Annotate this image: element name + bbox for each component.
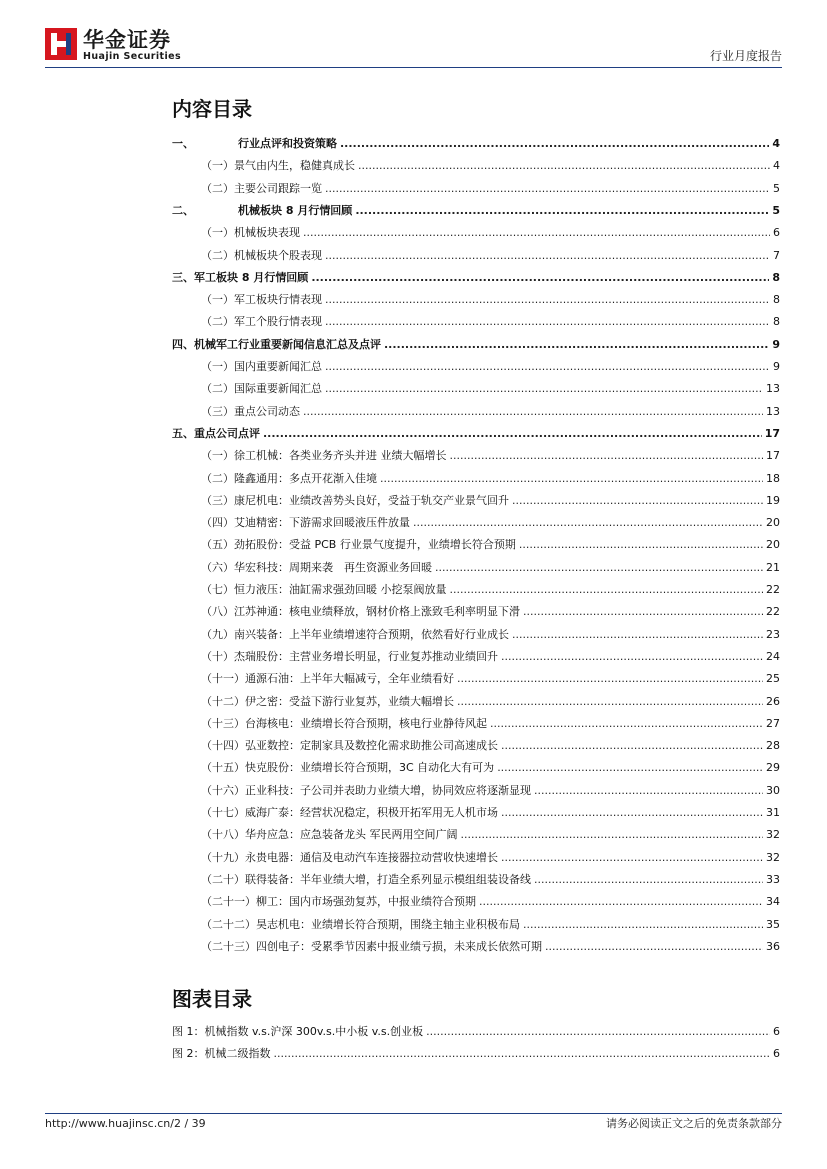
toc-dot-leader [479, 891, 763, 913]
toc-entry-title: 南兴装备：上半年业绩增速符合预期，依然看好行业成长 [234, 627, 509, 641]
toc-entry-title: 机械板块 8 月行情回顾 [238, 203, 353, 217]
toc-section-entry[interactable] [172, 468, 780, 490]
toc-entry-number: （二十一） [201, 895, 256, 909]
toc-section-entry[interactable] [172, 914, 780, 936]
toc-entry-title: 隆鑫通用：多点开花渐入佳境 [234, 471, 377, 485]
toc-dot-leader [501, 802, 763, 824]
toc-entry-number: （十七） [201, 806, 245, 819]
toc-entry-title: 柳工：国内市场强劲复苏，中报业绩符合预期 [256, 895, 476, 909]
toc-dot-leader [340, 133, 769, 155]
toc-entry-title: 康尼机电：业绩改善势头良好，受益于轨交产业景气回升 [234, 493, 509, 507]
toc-entry-title: 徐工机械：各类业务齐头并进 业绩大幅增长 [234, 449, 447, 463]
toc-entry-page: 32 [766, 850, 780, 864]
toc-entry-page: 13 [766, 404, 780, 418]
toc-entry-number: （一） [201, 159, 234, 173]
toc-entry-title: 主要公司跟踪一览 [234, 181, 322, 195]
figure-entry[interactable] [172, 1043, 780, 1065]
toc-section-entry[interactable] [172, 155, 780, 177]
toc-entry-page: 9 [773, 360, 780, 373]
toc-chapter-entry[interactable] [172, 200, 780, 222]
toc-dot-leader [358, 155, 770, 177]
toc-section-entry[interactable] [172, 601, 780, 623]
toc-entry-page: 22 [766, 583, 780, 596]
toc-entry-title: 台海核电：业绩增长符合预期，核电行业静待风起 [245, 716, 487, 730]
toc-dot-leader [501, 735, 763, 757]
toc-entry-number: （四） [201, 516, 234, 530]
toc-dot-leader [435, 557, 763, 579]
toc-entry-title: 国际重要新闻汇总 [234, 382, 322, 396]
toc-entry-page: 17 [766, 449, 780, 463]
toc-dot-leader [450, 579, 764, 601]
toc-dot-leader [512, 490, 763, 512]
page-header [45, 26, 782, 66]
toc-entry-page: 26 [766, 694, 780, 708]
toc-entry-title: 军工个股行情表现 [234, 315, 322, 329]
toc-dot-leader [311, 267, 769, 289]
toc-entry-title: 华舟应急：应急装备龙头 军民两用空间广阔 [245, 828, 458, 842]
toc-dot-leader [519, 534, 763, 556]
toc-entry-page: 34 [766, 895, 780, 909]
toc-entry-page: 4 [772, 137, 780, 150]
toc-dot-leader [457, 668, 763, 690]
toc-entry-page: 27 [766, 716, 780, 730]
toc-entry-page: 4 [773, 159, 780, 173]
toc-entry-number: （二） [201, 181, 234, 195]
toc-entry-page: 28 [766, 739, 780, 753]
toc-entry-page: 24 [766, 649, 780, 663]
toc-dot-leader [461, 824, 764, 846]
toc-entry-title: 军工板块 8 月行情回顾 [194, 270, 309, 284]
toc-entry-number: （十） [201, 649, 234, 663]
toc-entry-page: 20 [766, 516, 780, 530]
toc-section-entry[interactable] [172, 735, 780, 757]
toc-entry-page: 8 [772, 270, 780, 284]
toc-entry-page: 5 [773, 181, 780, 195]
toc-entry-title: 昊志机电：业绩增长符合预期，围绕主轴主业积极布局 [256, 917, 520, 931]
toc-entry-title: 景气由内生，稳健真成长 [234, 159, 355, 173]
toc-entry-number: （二） [201, 248, 234, 262]
toc-entry-title: 重点公司点评 [194, 426, 260, 440]
toc-section-entry[interactable] [172, 780, 780, 802]
toc-dot-leader [384, 334, 769, 356]
toc-section-entry[interactable] [172, 579, 780, 601]
toc-dot-leader [355, 200, 769, 222]
toc-entry-number: （十五） [201, 761, 245, 775]
figure-dot-leader [274, 1043, 771, 1065]
toc-entry-number: （二） [201, 471, 234, 485]
toc-section-entry[interactable] [172, 668, 780, 690]
toc-entry-number: （一） [201, 226, 234, 240]
figure-entry-title: 图 1：机械指数 v.s.沪深 300v.s.中小板 v.s.创业板 [172, 1025, 424, 1038]
toc-dot-leader [512, 624, 763, 646]
toc-entry-title: 杰瑞股份：主营业务增长明显，行业复苏推动业绩回升 [234, 649, 498, 663]
figure-entry-page: 6 [773, 1025, 780, 1038]
toc-entry-title: 江苏神通：核电业绩释放，钢材价格上涨致毛利率明显下滑 [234, 605, 520, 619]
toc-section-entry[interactable] [172, 802, 780, 824]
toc-entry-number: （十四） [201, 739, 245, 753]
toc-entry-title: 永贵电器：通信及电动汽车连接器拉动营收快速增长 [245, 850, 498, 864]
toc-section-entry[interactable] [172, 178, 780, 200]
toc-dot-leader [263, 423, 762, 445]
company-name-en: Huajin Securities [83, 51, 182, 62]
toc-section-entry[interactable] [172, 512, 780, 534]
toc-dot-leader [325, 378, 763, 400]
toc-section-entry[interactable] [172, 891, 780, 913]
toc-entry-title: 军工板块行情表现 [234, 293, 322, 307]
toc-section-entry[interactable] [172, 401, 780, 423]
toc-entry-title: 通源石油：上半年大幅减亏，全年业绩看好 [245, 672, 454, 686]
toc-entry-number: （二十） [201, 872, 245, 886]
toc-entry-title: 联得装备：半年业绩大增，打造全系列显示模组组装设备线 [245, 872, 531, 886]
toc-dot-leader [325, 178, 770, 200]
toc-entry-title: 劲拓股份：受益 PCB 行业景气度提升，业绩增长符合预期 [234, 538, 516, 552]
toc-entry-number: 三、 [172, 270, 194, 284]
toc-section-entry[interactable] [172, 847, 780, 869]
toc-entry-title: 四创电子：受累季节因素中报业绩亏损，未来成长依然可期 [256, 939, 542, 953]
toc-dot-leader [325, 289, 770, 311]
toc-entry-number: （十六） [201, 783, 245, 797]
toc-section-entry[interactable] [172, 757, 780, 779]
toc-entry-number: 五、 [172, 426, 194, 440]
toc-section-entry[interactable] [172, 311, 780, 333]
toc-entry-title: 行业点评和投资策略 [238, 137, 337, 150]
toc-entry-title: 伊之密：受益下游行业复苏，业绩大幅增长 [245, 694, 454, 708]
toc-entry-title: 恒力液压：油缸需求强劲回暖 小挖泵阀放量 [234, 583, 447, 596]
toc-entry-page: 25 [766, 672, 780, 686]
report-type: 行业月度报告 [709, 49, 782, 63]
toc-entry-page: 5 [772, 203, 780, 217]
toc-dot-leader [380, 468, 763, 490]
toc-dot-leader [325, 245, 770, 267]
toc-dot-leader [523, 601, 763, 623]
toc-section-entry[interactable] [172, 289, 780, 311]
toc-dot-leader [325, 356, 770, 378]
toc-entry-number: （二） [201, 315, 234, 329]
toc-section-entry[interactable] [172, 490, 780, 512]
toc-dot-leader [501, 646, 763, 668]
toc-section-entry[interactable] [172, 646, 780, 668]
header-divider [45, 67, 782, 68]
toc-entry-page: 6 [773, 226, 780, 240]
toc-entry-number: （二十二） [201, 917, 256, 931]
footer-disclaimer: 请务必阅读正文之后的免责条款部分 [606, 1117, 782, 1130]
toc-section-entry[interactable] [172, 378, 780, 400]
toc-entry-page: 31 [766, 806, 780, 819]
toc-dot-leader [497, 757, 763, 779]
toc-section-entry[interactable] [172, 222, 780, 244]
toc-section-entry[interactable] [172, 624, 780, 646]
toc-entry-title: 华宏科技：周期来袭 再生资源业务回暖 [234, 560, 432, 574]
toc-section-entry[interactable] [172, 691, 780, 713]
toc-title: 内容目录 [172, 97, 252, 121]
toc-entry-number: （七） [201, 583, 234, 596]
toc-entry-page: 33 [766, 872, 780, 886]
toc-dot-leader [450, 445, 764, 467]
toc-entry-page: 13 [766, 382, 780, 396]
toc-dot-leader [303, 222, 770, 244]
toc-entry-number: （五） [201, 538, 234, 552]
toc-dot-leader [325, 311, 770, 333]
toc-entry-number: （一） [201, 293, 234, 307]
toc-entry-page: 22 [766, 605, 780, 619]
toc-dot-leader [490, 713, 763, 735]
toc-dot-leader [413, 512, 763, 534]
footer-url-page [45, 1116, 206, 1132]
toc-entry-number: （三） [201, 493, 234, 507]
toc-entry-title: 快克股份：业绩增长符合预期，3C 自动化大有可为 [245, 761, 495, 775]
toc-entry-page: 23 [766, 627, 780, 641]
toc-section-entry[interactable] [172, 534, 780, 556]
toc-entry-number: （二十三） [201, 939, 256, 953]
toc-entry-title: 重点公司动态 [234, 404, 300, 418]
toc-section-entry[interactable] [172, 824, 780, 846]
toc-section-entry[interactable] [172, 713, 780, 735]
toc-dot-leader [534, 780, 763, 802]
toc-entry-number: 一、 [172, 137, 194, 150]
company-name-cn: 华金证券 [83, 28, 171, 52]
toc-chapter-entry[interactable] [172, 423, 780, 445]
toc-entry-number: （六） [201, 560, 234, 574]
toc-entry-number: （三） [201, 404, 234, 418]
toc-chapter-entry[interactable] [172, 133, 780, 155]
toc-dot-leader [457, 691, 763, 713]
toc-dot-leader [501, 847, 763, 869]
toc-entry-title: 威海广泰：经营状况稳定，积极开拓军用无人机市场 [245, 806, 498, 819]
figure-dot-leader [426, 1021, 770, 1043]
toc-entry-number: （二） [201, 382, 234, 396]
toc-entry-number: （十九） [201, 850, 245, 864]
toc-entry-number: （十三） [201, 716, 245, 730]
figure-entry-title: 图 2：机械二级指数 [172, 1047, 271, 1061]
toc-section-entry[interactable] [172, 557, 780, 579]
toc-entry-page: 21 [766, 560, 780, 574]
toc-entry-number: （十一） [201, 672, 245, 686]
toc-entry-page: 9 [772, 337, 780, 351]
toc-chapter-entry[interactable] [172, 334, 780, 356]
toc-entry-number: （一） [201, 449, 234, 463]
toc-entry-page: 30 [766, 783, 780, 797]
toc-entry-page: 18 [766, 471, 780, 485]
toc-entry-page: 7 [773, 248, 780, 262]
footer-divider [45, 1113, 782, 1114]
toc-dot-leader [303, 401, 763, 423]
toc-entry-number: 二、 [172, 203, 194, 217]
huajin-logo-icon [45, 28, 77, 60]
toc-dot-leader [523, 914, 763, 936]
toc-entry-page: 20 [766, 538, 780, 552]
toc-entry-page: 8 [773, 293, 780, 307]
toc-entry-page: 17 [764, 426, 780, 440]
toc-entry-page: 29 [766, 761, 780, 775]
toc-section-entry[interactable] [172, 445, 780, 467]
toc-entry-title: 机械军工行业重要新闻信息汇总及点评 [194, 337, 381, 351]
toc-entry-title: 正业科技：子公司并表助力业绩大增，协同效应将逐渐显现 [245, 783, 531, 797]
toc-entry-page: 32 [766, 828, 780, 842]
toc-entry-number: （九） [201, 627, 234, 641]
toc-entry-number: 四、 [172, 337, 194, 351]
toc-entry-title: 机械板块个股表现 [234, 248, 322, 262]
toc-dot-leader [534, 869, 763, 891]
toc-section-entry[interactable] [172, 936, 780, 958]
toc-entry-title: 艾迪精密：下游需求回暖液压件放量 [234, 516, 410, 530]
toc-entry-page: 8 [773, 315, 780, 329]
toc-entry-page: 19 [766, 493, 780, 507]
toc-entry-number: （十二） [201, 694, 245, 708]
toc-entry-number: （一） [201, 360, 234, 373]
toc-entry-title: 弘亚数控：定制家具及数控化需求助推公司高速成长 [245, 739, 498, 753]
figure-entry-page: 6 [773, 1047, 780, 1061]
toc-entry-title: 机械板块表现 [234, 226, 300, 240]
toc-chapter-entry[interactable] [172, 267, 780, 289]
toc-section-entry[interactable] [172, 245, 780, 267]
toc-entry-number: （十八） [201, 828, 245, 842]
footer-page-info: 2 / 39 [173, 1117, 206, 1130]
figure-entry[interactable] [172, 1021, 780, 1043]
footer-url[interactable]: http://www.huajinsc.cn/ [45, 1117, 174, 1130]
figures-title: 图表目录 [172, 987, 252, 1011]
toc-entry-page: 35 [766, 917, 780, 931]
toc-entry-number: （八） [201, 605, 234, 619]
toc-entry-title: 国内重要新闻汇总 [234, 360, 322, 373]
toc-section-entry[interactable] [172, 356, 780, 378]
toc-entry-page: 36 [766, 939, 780, 953]
toc-dot-leader [545, 936, 763, 958]
toc-section-entry[interactable] [172, 869, 780, 891]
